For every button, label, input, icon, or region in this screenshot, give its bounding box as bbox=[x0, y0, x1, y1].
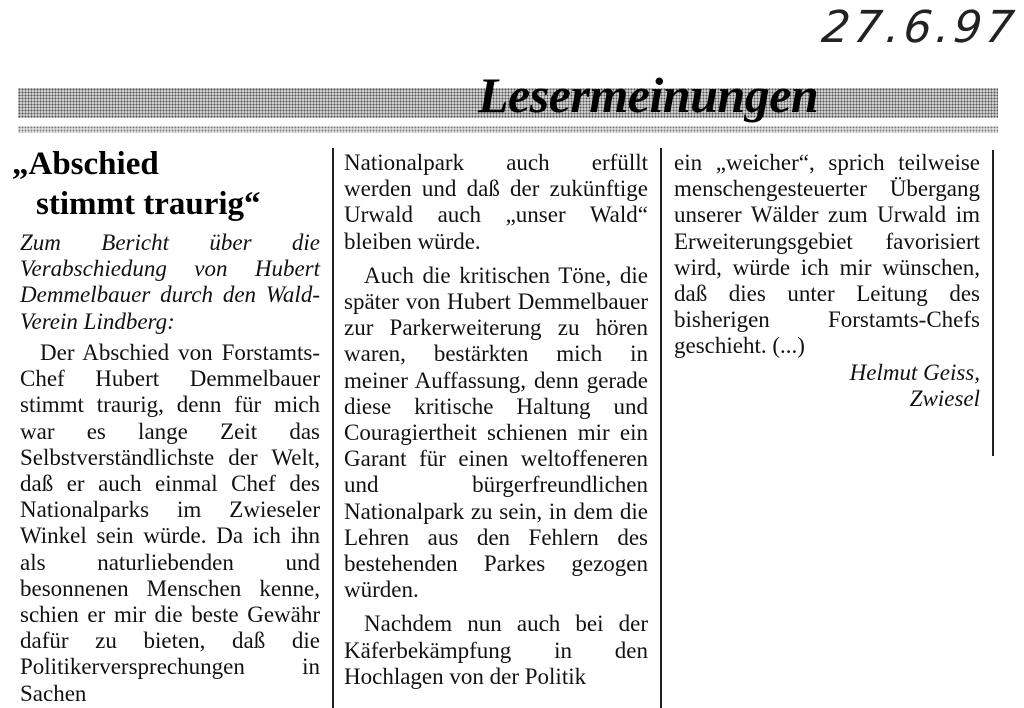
column-2-paragraph-1: Nationalpark auch erfüllt werden und daß der zukünftige Urwald auch „unser Wald“ bleiben würde. bbox=[344, 150, 648, 254]
column-2 bbox=[344, 150, 648, 690]
column-rule-middle bbox=[660, 148, 662, 708]
author-name: Helmut Geiss, bbox=[849, 359, 980, 385]
column-2-paragraph-3: Nachdem nun auch bei der Käferbekämpfung in den Hochlagen von der Politik bbox=[344, 611, 648, 689]
author-place: Zwiesel bbox=[909, 385, 980, 411]
headline-line-2: stimmt traurig“ bbox=[36, 186, 261, 222]
section-title: Lesermeinungen bbox=[478, 67, 819, 123]
headline-line-1: „Abschied bbox=[12, 146, 159, 182]
column-rule-left bbox=[332, 148, 334, 708]
column-3 bbox=[674, 150, 980, 412]
column-rule-right bbox=[992, 150, 994, 456]
handwritten-date: 27.6.97 bbox=[819, 2, 1021, 53]
banner-underline bbox=[18, 126, 998, 133]
article-headline bbox=[12, 144, 312, 224]
article-subhead: Zum Bericht über die Verabschiedung von Hubert Demmelbauer durch den Wald-Verein Lindberg: bbox=[20, 230, 320, 334]
column-2-paragraph-2: Auch die kritischen Töne, die später von Hubert Demmelbauer zur Parkerweiterung zu hören waren, bestärkten mich in meiner Auffassung, denn gerade diese kritische Haltung und Couragiertheit schienen mir ein Garant für einen weltoffeneren und bürgerfreundlichen Nationalpark zu sein, in dem die Lehren aus den Fehlern des bestehenden Parkes gezogen würden. bbox=[344, 262, 648, 603]
column-1 bbox=[20, 340, 320, 707]
column-3-paragraph-1: ein „weicher“, sprich teilweise menschengesteuerter Übergang unserer Wälder zum Urwald im Erweiterungsgebiet favorisiert wird, würde ich mir wünschen, daß dies unter Leitung des bisherigen Forstamts-Chefs geschieht. (...) bbox=[674, 150, 980, 359]
column-1-paragraph-1: Der Abschied von Forstamts-Chef Hubert Demmelbauer stimmt traurig, denn für mich war es lange Zeit das Selbstverständlichste der Welt, daß er auch einmal Chef des Nationalparks im Zwieseler Winkel sein würde. Da ich ihn als naturliebenden und besonnenen Menschen kenne, schien er mir die beste Gewähr dafür zu bieten, daß die Politikerversprechungen in Sachen bbox=[20, 340, 320, 706]
